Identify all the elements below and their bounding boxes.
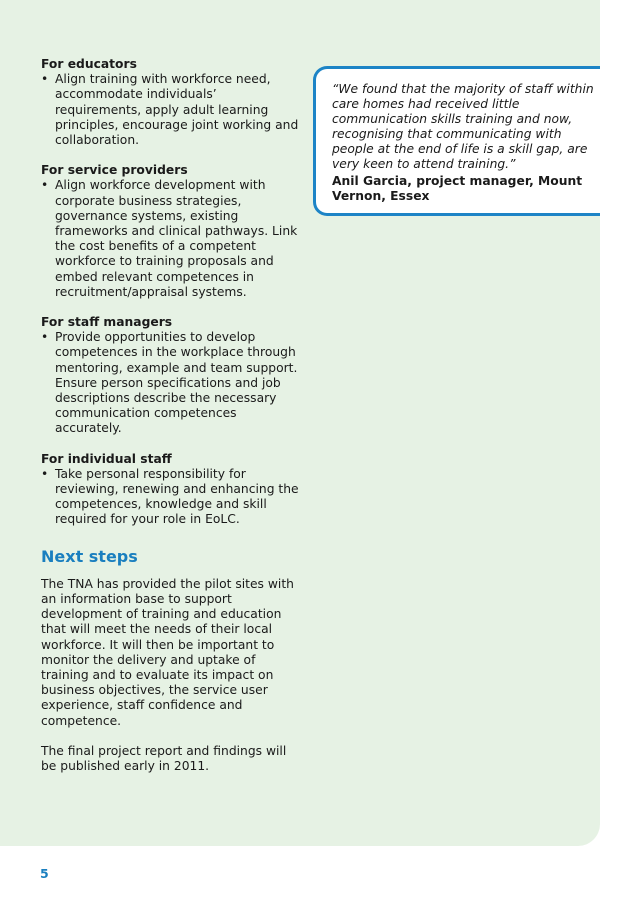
quote-text: “We found that the majority of staff within care homes had received little communication skills training and now, recognising that communicating with people at the end of life is a skill gap, are very keen to attend training.” [332, 82, 594, 171]
group-staff-managers [41, 315, 301, 437]
group-individual-staff [41, 452, 301, 528]
page-number: 5 [40, 866, 49, 881]
group-service-providers [41, 163, 301, 300]
quote-box [313, 66, 600, 216]
left-column [41, 57, 301, 789]
bullet-text: Take personal responsibility for reviewing, renewing and enhancing the competences, knowledge and skill required for your role in EoLC. [55, 466, 299, 527]
bullet-icon: • [41, 72, 49, 87]
group-educators [41, 57, 301, 148]
group-title: For individual staff [41, 451, 172, 466]
bullet-icon: • [41, 178, 49, 193]
bullet-text: Align workforce development with corporate business strategies, governance systems, existing frameworks and clinical pathways. Link the cost benefits of a competent workforce to training proposals and embed relevant competences in recruitment/appraisal systems. [55, 178, 298, 299]
group-title: For staff managers [41, 315, 173, 330]
bullet-icon: • [41, 466, 49, 481]
next-steps-heading: Next steps [41, 546, 138, 566]
next-steps-paragraph: The TNA has provided the pilot sites with an information base to support development of training and education that will meet the needs of their local workforce. It will then be important to monitor the delivery and uptake of training and to evaluate its impact on business objectives, the service user experience, staff confidence and competence. [41, 576, 294, 728]
group-title: For service providers [41, 163, 188, 178]
bullet-icon: • [41, 330, 49, 345]
bullet-text: Align training with workforce need, accommodate individuals’ requirements, apply adult learning principles, encourage joint working and collaboration. [55, 72, 299, 148]
group-title: For educators [41, 57, 137, 71]
bullet-item [41, 330, 301, 436]
next-steps-paragraph: The final project report and findings will be published early in 2011. [41, 743, 287, 773]
quote-attribution: Anil Garcia, project manager, Mount Vernon, Essex [332, 174, 583, 203]
bullet-item [41, 467, 301, 528]
bullet-item [41, 72, 301, 148]
bullet-item [41, 178, 301, 300]
bullet-text: Provide opportunities to develop competences in the workplace through mentoring, example and team support. Ensure person specifications and job descriptions describe the necessary communication competences accurately. [55, 330, 298, 436]
